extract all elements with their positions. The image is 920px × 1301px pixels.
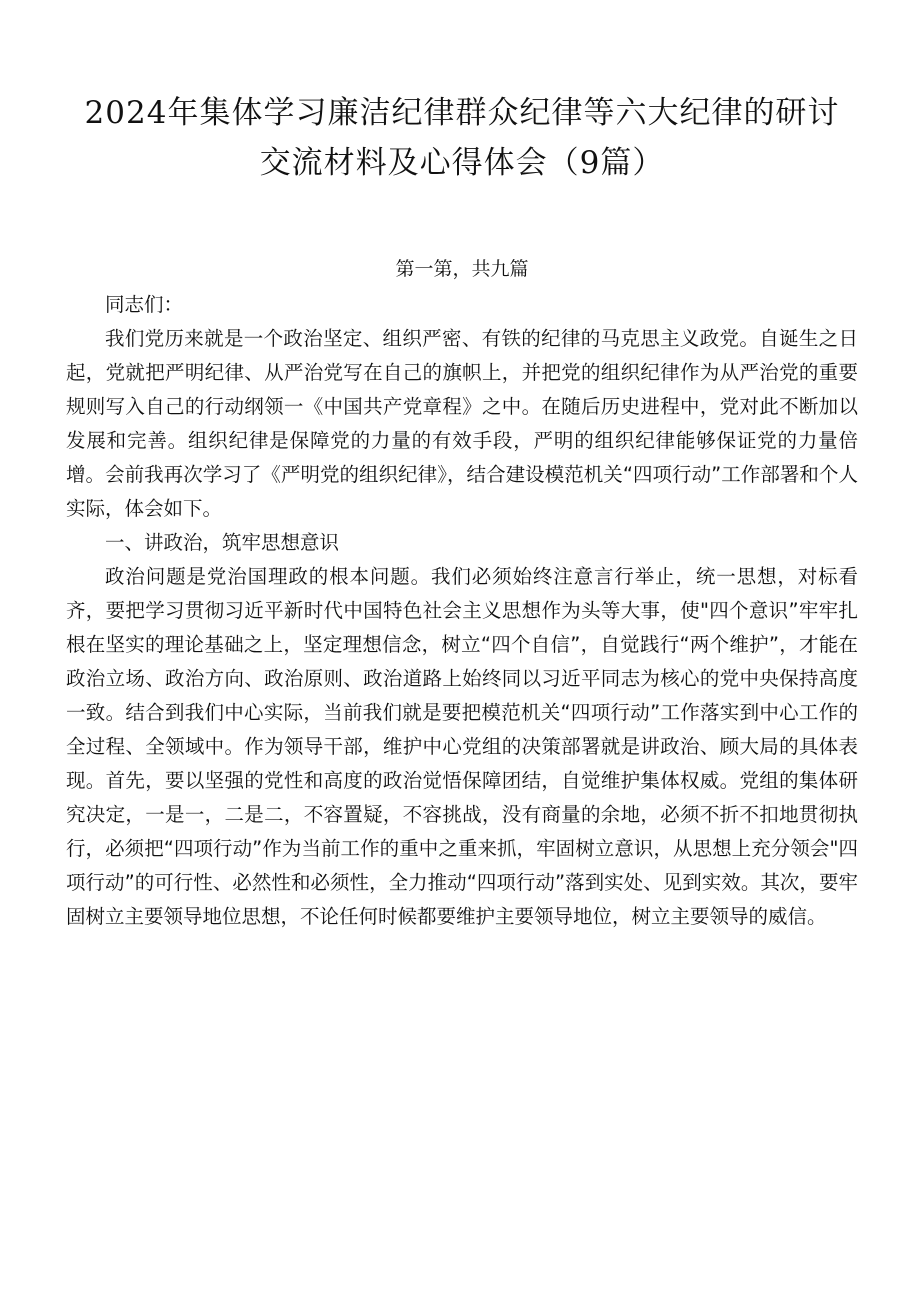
document-title <box>66 88 858 188</box>
paragraph-politics: 政治问题是党治国理政的根本问题。我们必须始终注意言行举止，统一思想，对标看齐，要把学习贯彻习近平新时代中国特色社会主义思想作为头等大事，使"四个意识”牢牢扎根在坚实的理论基础之上，坚定理想信念，树立“四个自信”，自觉践行“两个维护”，才能在政治立场、政治方向、政治原则、政治道路上始终同以习近平同志为核心的党中央保持高度一致。结合到我们中心实际，当前我们就是要把模范机关“四项行动”工作落实到中心工作的全过程、全领域中。作为领导干部，维护中心党组的决策部署就是讲政治、顾大局的具体表现。首先，要以坚强的党性和高度的政治觉悟保障团结，自觉维护集体权威。党组的集体研究决定，一是一，二是二，不容置疑，不容挑战，没有商量的余地，必须不折不扣地贯彻执行，必须把“四项行动”作为当前工作的重中之重来抓，牢固树立意识，从思想上充分领会"四项行动”的可行性、必然性和必须性，全力推动“四项行动”落到实处、见到实效。其次，要牢固树立主要领导地位思想，不论任何时候都要维护主要领导地位，树立主要领导的威信。 <box>66 565 858 928</box>
section-label: 第一第，共九篇 <box>395 258 529 280</box>
section-heading: 一、讲政治，筑牢思想意识 <box>105 531 340 554</box>
title-line-2: 交流材料及心得体会（9篇） <box>259 145 665 181</box>
greeting: 同志们： <box>105 293 184 316</box>
paragraph-intro: 我们党历来就是一个政治坚定、组织严密、有铁的纪律的马克思主义政党。自诞生之日起，党就把严明纪律、从严治党写在自己的旗帜上，并把党的组织纪律作为从严治党的重要规则写入自己的行动纲领一《中国共产党章程》之中。在随后历史进程中，党对此不断加以发展和完善。组织纪律是保障党的力量的有效手段，严明的组织纪律能够保证党的力量倍增。会前我再次学习了《严明党的组织纪律》，结合建设模范机关“四项行动”工作部署和个人实际，体会如下。 <box>66 327 858 520</box>
title-line-1: 2024年集体学习廉洁纪律群众纪律等六大纪律的研讨 <box>84 95 840 131</box>
